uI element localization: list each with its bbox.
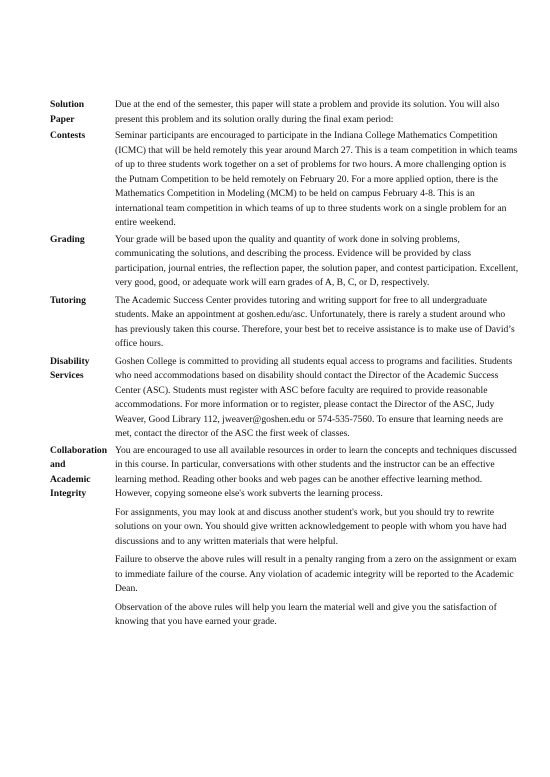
label-line: Integrity (50, 488, 87, 499)
paragraph: You are encouraged to use all available resources in order to learn the concepts and techniques discussed in this course. In particular, conversations with other students and the instructor can be an effective learning method. Reading other books and web pages can be another effective learning method. However, copying someone else's work subverts the learning process. (115, 444, 517, 499)
section-label (50, 444, 115, 502)
section-body (115, 233, 519, 291)
paragraph: Goshen College is committed to providing all students equal access to programs and facilities. Students who need accommodations based on disability should contact the Director of the Academic Success Center (ASC). Students must register with ASC before faculty are required to provide reasonable accommodations. For more information or to register, please contact the Director of the ASC, Judy Weaver, Good Library 112, jweaver@goshen.edu or 574-535-7560. To ensure that learning needs are met, contact the director of the ASC the first week of classes. (115, 355, 513, 439)
section-body (115, 294, 519, 352)
section-solution-paper (50, 98, 520, 127)
label-line: Academic (50, 473, 91, 485)
label-line: Solution (50, 99, 85, 110)
section-label (50, 355, 115, 384)
section-collaboration-academic-integrity (50, 444, 520, 630)
paragraph: Due at the end of the semester, this paper will state a problem and provide its solution. You will also present this problem and its solution orally during the final exam period: (115, 99, 500, 125)
label-line: Services (50, 370, 84, 381)
label-line: Contests (50, 130, 86, 141)
section-grading (50, 233, 520, 291)
section-label (50, 294, 115, 309)
section-disability-services (50, 355, 520, 442)
paragraph: Failure to observe the above rules will result in a penalty ranging from a zero on the assignment or exam to immediate failure of the course. Any violation of academic integrity will be reported to the Academic Dean. (115, 554, 517, 594)
section-label (50, 129, 115, 144)
label-line: Tutoring (50, 294, 86, 306)
label-line: Collaboration (50, 444, 108, 456)
section-label (50, 98, 115, 127)
section-body (115, 129, 519, 231)
section-body (115, 444, 519, 630)
paragraph: The Academic Success Center provides tutoring and writing support for free to all undergraduate students. Make an appointment at goshen.edu/asc. Unfortunately, there is rarely a student around who has previously taken this course. Therefore, your best bet to receive assistance is to make use of David’s office hours. (115, 294, 515, 349)
paragraph: Your grade will be based upon the quality and quantity of work done in solving problems, communicating the solutions, and describing the process. Evidence will be provided by class participation, journal entries, the reflection paper, the solution paper, and contest participation. Excellent, very good, good, or adequate work will earn grades of A, B, C, or D, respectively. (115, 233, 519, 288)
label-line: Grading (50, 233, 85, 245)
section-label (50, 233, 115, 248)
syllabus-policies (50, 98, 520, 630)
paragraph: Observation of the above rules will help you learn the material well and give you the satisfaction of knowing that you have earned your grade. (115, 601, 497, 627)
section-body (115, 355, 519, 442)
label-line: Paper (50, 113, 75, 125)
paragraph: For assignments, you may look at and discuss another student's work, but you should try to rewrite solutions on your own. You should give written acknowledgement to people with whom you have had discussions and to any written materials that were helpful. (115, 506, 507, 547)
label-line: and (50, 459, 66, 470)
section-contests (50, 129, 520, 231)
section-body (115, 98, 519, 127)
label-line: Disability (50, 355, 90, 367)
paragraph: Seminar participants are encouraged to participate in the Indiana College Mathematics Competition (ICMC) that will be held remotely this year around March 27. This is a team competition in which teams of up to three students work together on a set of problems for two hours. A more challenging option is the Putnam Competition to be held remotely on February 20. For a more applied option, there is the Mathematics Competition in Modeling (MCM) to be held on campus February 4-8. This is an international team competition in which teams of up to three students work on a single problem for an entire weekend. (115, 130, 518, 228)
section-tutoring (50, 294, 520, 352)
